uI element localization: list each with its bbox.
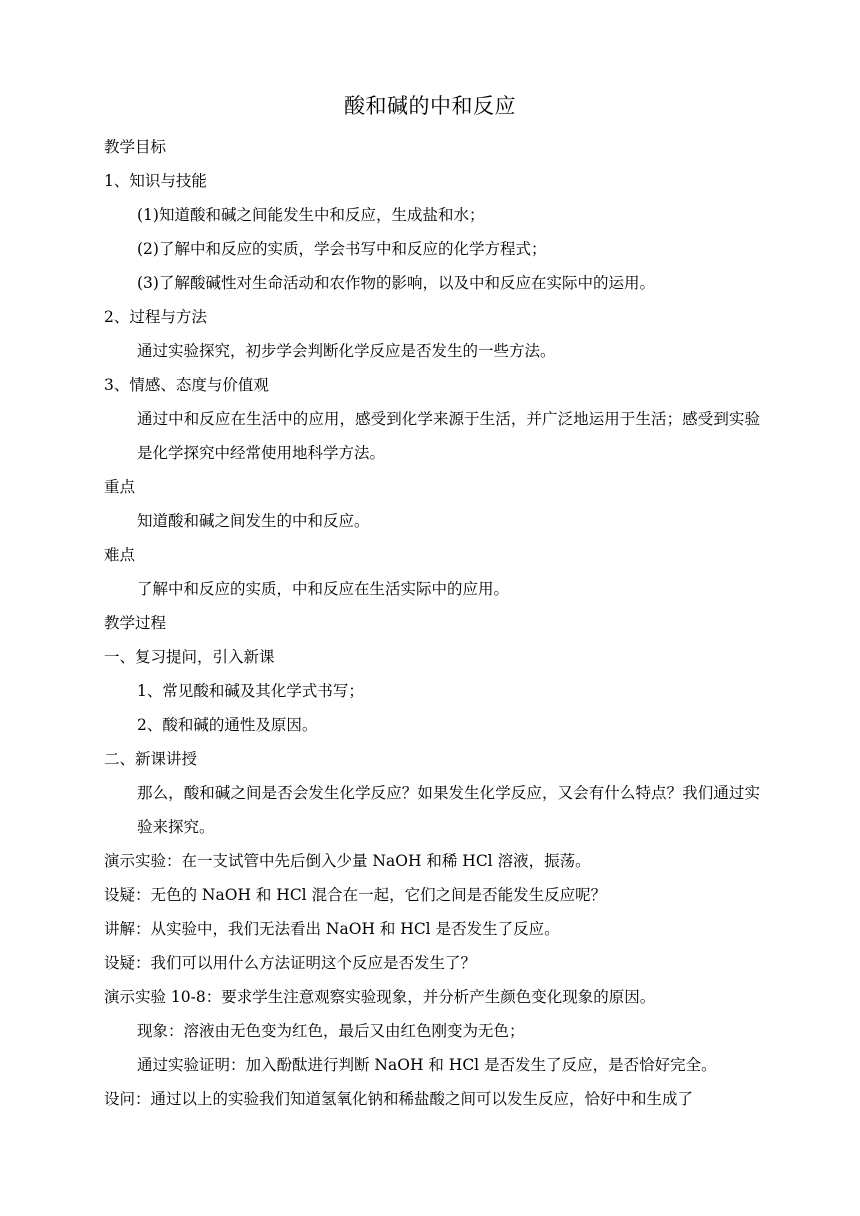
document-line: 了解中和反应的实质，中和反应在生活实际中的应用。 [137,580,510,598]
document-line: 教学过程 [104,614,167,632]
document-line: 难点 [104,546,136,564]
document-line: 一、复习提问，引入新课 [104,648,275,666]
document-line: 通过实验证明：加入酚酞进行判断 NaOH 和 HCl 是否发生了反应，是否恰好完全。 [137,1056,717,1074]
document-line: 演示实验 10-8：要求学生注意观察实验现象，并分析产生颜色变化现象的原因。 [104,988,656,1006]
document-line: (1)知道酸和碱之间能发生中和反应，生成盐和水； [137,206,485,224]
document-line: 设疑：我们可以用什么方法证明这个反应是否发生了？ [104,954,477,972]
document-line: (2)了解中和反应的实质，学会书写中和反应的化学方程式； [137,240,547,258]
document-body [104,130,760,1116]
document-line: 1、知识与技能 [104,172,207,190]
document-line: 3、情感、态度与价值观 [104,376,269,394]
document-line: 二、新课讲授 [104,750,198,768]
document-title: 酸和碱的中和反应 [344,94,516,118]
document-line: 讲解：从实验中，我们无法看出 NaOH 和 HCl 是否发生了反应。 [104,920,560,938]
document-line: 演示实验：在一支试管中先后倒入少量 NaOH 和稀 HCl 溶液，振荡。 [104,852,591,870]
document-line: 设疑：无色的 NaOH 和 HCl 混合在一起，它们之间是否能发生反应呢？ [104,886,607,904]
document-line: 那么，酸和碱之间是否会发生化学反应？如果发生化学反应，又会有什么特点？我们通过实验来探究。 [137,784,760,836]
document-line: 知道酸和碱之间发生的中和反应。 [137,512,370,530]
document-line: 2、酸和碱的通性及原因。 [137,716,318,734]
document-line: 现象：溶液由无色变为红色，最后又由红色刚变为无色； [137,1022,525,1040]
document-line: 1、常见酸和碱及其化学式书写； [137,682,364,700]
document-line: 重点 [104,478,136,496]
document-line: (3)了解酸碱性对生命活动和农作物的影响，以及中和反应在实际中的运用。 [137,274,655,292]
document-line: 设问：通过以上的实验我们知道氢氧化钠和稀盐酸之间可以发生反应，恰好中和生成了 [104,1090,694,1108]
document-line: 教学目标 [104,138,167,156]
document-line: 2、过程与方法 [104,308,207,326]
document-line: 通过中和反应在生活中的应用，感受到化学来源于生活，并广泛地运用于生活；感受到实验是化学探究中经常使用地科学方法。 [137,410,760,462]
document-line: 通过实验探究，初步学会判断化学反应是否发生的一些方法。 [137,342,556,360]
